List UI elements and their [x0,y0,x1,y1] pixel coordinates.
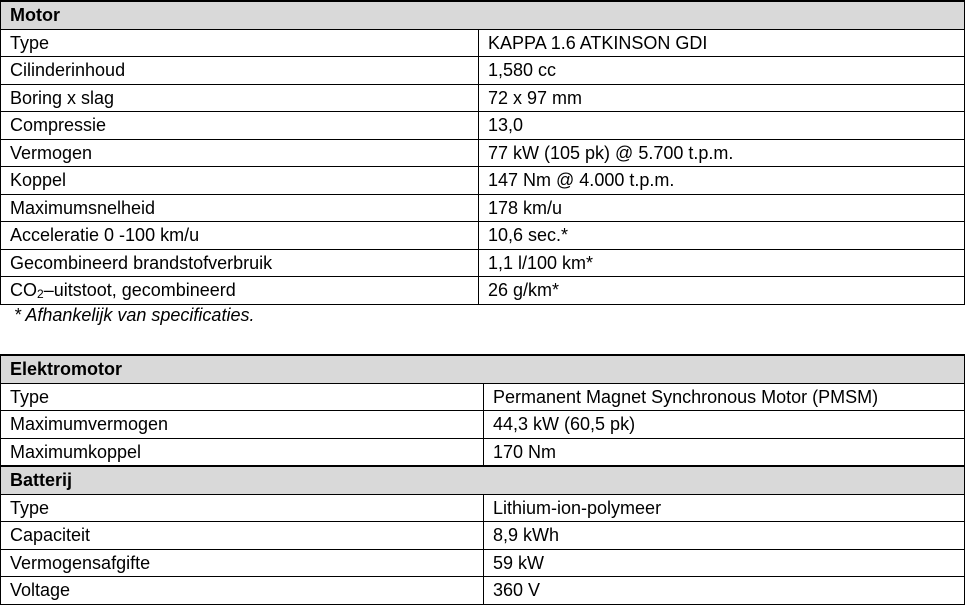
spec-label: Gecombineerd brandstofverbruik [1,249,479,277]
elektromotor-section-title: Elektromotor [1,355,965,383]
table-row [1,194,965,222]
spec-value: KAPPA 1.6 ATKINSON GDI [479,29,965,57]
spec-label: Type [1,29,479,57]
elektromotor-batterij-spec-table [0,354,965,605]
spec-value: 1,580 cc [479,57,965,85]
spec-label: Koppel [1,167,479,195]
spec-label: Type [1,494,484,522]
spec-value: 59 kW [484,549,965,577]
spec-label: Cilinderinhoud [1,57,479,85]
spec-value: Permanent Magnet Synchronous Motor (PMSM) [484,383,965,411]
spec-label: Boring x slag [1,84,479,112]
footnote: * Afhankelijk van specificaties. [14,305,255,325]
batterij-section-title: Batterij [1,466,965,494]
spec-value: 147 Nm @ 4.000 t.p.m. [479,167,965,195]
spec-label: Capaciteit [1,522,484,550]
motor-section-title: Motor [1,1,965,29]
section-header-row [1,1,965,29]
table-row [1,139,965,167]
spec-label: Vermogensafgifte [1,549,484,577]
table-row [1,438,965,466]
spec-value: 72 x 97 mm [479,84,965,112]
section-header-row [1,355,965,383]
spec-label-co2 [1,277,479,305]
table-row [1,577,965,605]
spec-label: Voltage [1,577,484,605]
spec-value: 360 V [484,577,965,605]
spec-label: Maximumsnelheid [1,194,479,222]
co2-suffix: –uitstoot, gecombineerd [43,280,236,301]
spec-label: Acceleratie 0 -100 km/u [1,222,479,250]
table-row [1,383,965,411]
section-header-row [1,466,965,494]
spec-label: Vermogen [1,139,479,167]
table-row-co2 [1,277,965,305]
table-row [1,222,965,250]
spec-value: 77 kW (105 pk) @ 5.700 t.p.m. [479,139,965,167]
spec-label: Type [1,383,484,411]
spec-value: 26 g/km* [479,277,965,305]
co2-prefix: CO [10,280,37,301]
spec-label: Maximumkoppel [1,438,484,466]
table-row [1,494,965,522]
spec-value: 8,9 kWh [484,522,965,550]
table-row [1,29,965,57]
co2-subscript: 2 [37,287,44,302]
spec-value: 170 Nm [484,438,965,466]
table-row [1,411,965,439]
spec-value: 13,0 [479,112,965,140]
spec-value: 10,6 sec.* [479,222,965,250]
spec-value: Lithium-ion-polymeer [484,494,965,522]
table-row [1,249,965,277]
spec-label: Maximumvermogen [1,411,484,439]
spec-value: 1,1 l/100 km* [479,249,965,277]
table-row [1,112,965,140]
table-row [1,549,965,577]
spec-value: 44,3 kW (60,5 pk) [484,411,965,439]
spec-label: Compressie [1,112,479,140]
table-row [1,522,965,550]
table-row [1,57,965,85]
spec-value: 178 km/u [479,194,965,222]
table-row [1,167,965,195]
table-row [1,84,965,112]
